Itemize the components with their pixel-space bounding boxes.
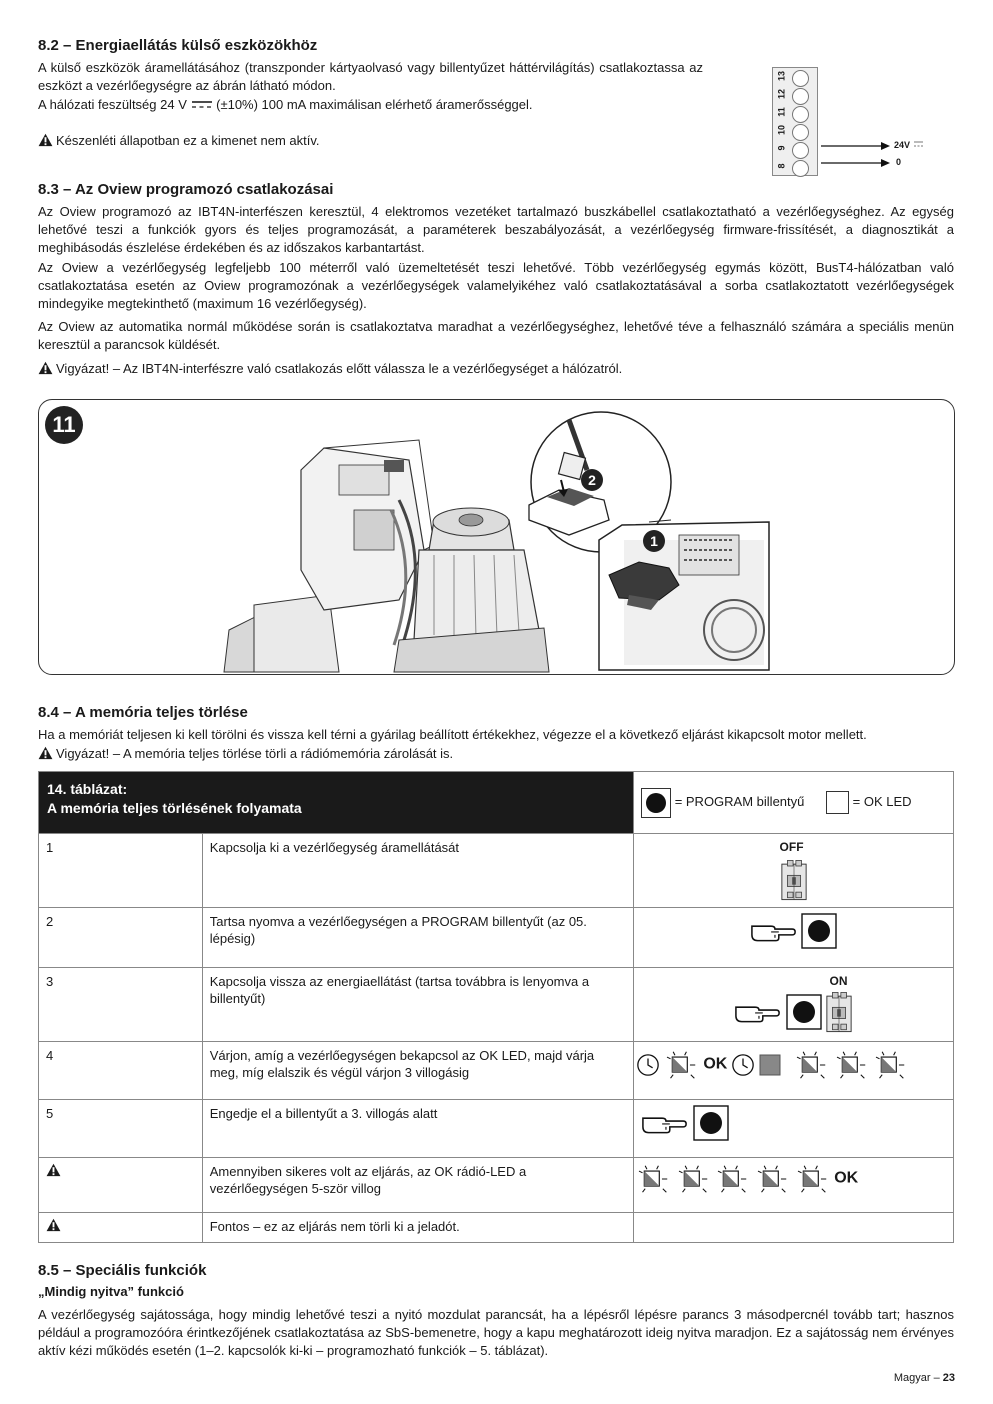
section-8-3-title: 8.3 – Az Oview programozó csatlakozásai — [38, 181, 334, 198]
warning-icon — [38, 746, 53, 760]
section-8-5-title: 8.5 – Speciális funkciók — [38, 1262, 207, 1279]
table-row — [39, 1042, 954, 1100]
table-title — [39, 772, 634, 834]
step-number: 2 — [39, 908, 203, 968]
breaker-on-icon — [825, 990, 853, 1034]
s82-warning-text: Készenléti állapotban ez a kimenet nem aktív. — [56, 133, 320, 148]
terminal-block — [772, 67, 818, 176]
step-text: Engedje el a billentyűt a 3. villogás alatt — [202, 1100, 633, 1158]
warning-icon — [38, 133, 53, 147]
step-number: 5 — [39, 1100, 203, 1158]
terminal-hole — [792, 142, 809, 159]
program-button-icon — [786, 994, 822, 1030]
s83-paragraph-3: Az Oview az automatika normál működése során is csatlakoztatva maradhat a vezérlőegységhez, lehetővé téve a felhasználó számára a speciális menün keresztül a parancsok küldését. — [38, 319, 954, 352]
warning-icon — [38, 361, 53, 375]
led-off-icon — [759, 1054, 781, 1076]
led-flash-icon — [795, 1164, 831, 1194]
terminal-hole — [792, 124, 809, 141]
s83-warning — [38, 360, 954, 378]
terminal-number: 8 — [776, 163, 787, 169]
program-button-icon — [641, 788, 671, 818]
terminal-number: 10 — [776, 125, 787, 136]
s85-subtitle: „Mindig nyitva” funkció — [38, 1284, 184, 1299]
s84-warning-text: Vigyázat! – A memória teljes törlése törli a rádiómemória zárolását is. — [56, 746, 454, 761]
callout-1: 1 — [650, 533, 658, 549]
clock-icon — [636, 1053, 660, 1077]
step-text: Kapcsolja ki a vezérlőegység áramellátását — [202, 834, 633, 908]
legend-program-label: = PROGRAM billentyű — [674, 793, 805, 809]
table-row — [39, 1100, 954, 1158]
step-icon-cell — [634, 1213, 954, 1243]
step-number: 3 — [39, 968, 203, 1042]
section-8-4-title: 8.4 – A memória teljes törlése — [38, 704, 248, 721]
figure-number-badge: 11 — [45, 406, 83, 444]
program-button-icon — [693, 1105, 729, 1141]
figure-11 — [38, 399, 955, 675]
table-row — [39, 908, 954, 968]
page-footer — [894, 1372, 955, 1384]
led-flash-icon — [664, 1050, 700, 1080]
hand-press-icon — [734, 997, 782, 1027]
table-title-line-1: 14. táblázat: — [47, 781, 128, 797]
s84-warning — [38, 745, 954, 763]
terminal-number: 9 — [776, 145, 787, 151]
ok-label: OK — [703, 1055, 728, 1073]
step-text: Várjon, amíg a vezérlőegységen bekapcsol az OK LED, majd várja meg, míg elalszik és végül várjon 3 villogásig — [202, 1042, 633, 1100]
s83-paragraph-1: Az Oview programozó az IBT4N-interfészen keresztül, 4 elektromos vezetéket tartalmazó buszkábellel csatlakoztatható a vezérlőegységhez. Az egység lehetővé teszi a funkciók gyors és teljes programozását, a paraméterek beszabályozását, a vezérlőegység firmware-frissítését, a diagnosztikát a meghibásodás észlelése érdekében és az időszakos karbantartást. — [38, 204, 954, 255]
led-flash-icon — [715, 1164, 751, 1194]
section-8-2-title: 8.2 – Energiaellátás külső eszközökhöz — [38, 37, 318, 54]
step-icon-cell — [634, 1158, 954, 1213]
s82-paragraph-1: A külső eszközök áramellátásához (transzponder kártyaolvasó vagy billentyűzet háttérvilágítás) csatlakoztassa az eszközt a vezérlőegységre az ábrán látható módon. — [38, 60, 703, 93]
table-legend — [634, 772, 954, 834]
table-row — [39, 968, 954, 1042]
terminal-hole — [792, 70, 809, 87]
table-14 — [38, 771, 954, 1243]
terminal-number: 11 — [776, 107, 787, 117]
s83-paragraph-2: Az Oview a vezérlőegység legfeljebb 100 méterről való üzemeltetését teszi lehetővé. Több vezérlőegység egymás között, BusT4-hálózatban való csatlakoztatása esetén az Oview programozónak a vezérlőegységek valamelyikéhez való csatlakoztatásával a sorba csatlakoztatott vezérlőegységek mindegyike megtekinthető (maximum 16 vezérlőegység). — [38, 260, 954, 311]
label-0: 0 — [896, 157, 902, 167]
step-warning-cell — [39, 1158, 203, 1213]
table-header-row — [39, 772, 954, 834]
terminal-hole — [792, 106, 809, 123]
breaker-off-icon — [780, 858, 808, 902]
clock-icon — [731, 1053, 755, 1077]
step-warning-cell — [39, 1213, 203, 1243]
led-flash-icon — [794, 1050, 830, 1080]
ok-label: OK — [834, 1169, 859, 1187]
step-icon-cell — [634, 834, 954, 908]
table-title-line-2: A memória teljes törlésének folyamata — [47, 800, 302, 816]
terminal-number: 13 — [776, 71, 787, 82]
step-text: Kapcsolja vissza az energiaellátást (tartsa továbbra is lenyomva a billentyűt) — [202, 968, 633, 1042]
dc-small-icon — [914, 140, 924, 148]
table-row — [39, 1158, 954, 1213]
ok-led-icon — [826, 791, 849, 814]
s84-paragraph-1: Ha a memóriát teljesen ki kell törölni és vissza kell térni a gyárilag beállított értékekhez, végezze el a következő eljárást kikapcsolt motor mellett. — [38, 727, 867, 742]
hand-press-icon — [750, 916, 798, 946]
led-flash-icon — [755, 1164, 791, 1194]
callout-2: 2 — [588, 472, 596, 488]
s82-warning — [38, 132, 703, 150]
led-flash-icon — [873, 1050, 909, 1080]
s82-current-text: (±10%) 100 mA maximálisan elérhető áramerősséggel. — [216, 97, 533, 112]
legend-led-label: = OK LED — [852, 793, 912, 809]
on-label: ON — [829, 974, 848, 988]
step-icon-cell — [634, 908, 954, 968]
warning-icon — [46, 1163, 61, 1177]
program-button-icon — [801, 913, 837, 949]
led-flash-icon — [834, 1050, 870, 1080]
gate-motor-illustration — [39, 400, 954, 674]
hand-release-icon — [641, 1108, 689, 1138]
terminal-number: 12 — [776, 89, 787, 100]
terminal-hole — [792, 160, 809, 177]
led-flash-icon — [636, 1164, 672, 1194]
s82-voltage-text: A hálózati feszültség 24 V — [38, 97, 187, 112]
step-text: Amennyiben sikeres volt az eljárás, az OK rádió-LED a vezérlőegységen 5-ször villog — [202, 1158, 633, 1213]
dc-symbol-icon — [191, 99, 213, 109]
step-icon-cell — [634, 1100, 954, 1158]
warning-icon — [46, 1218, 61, 1232]
table-row — [39, 834, 954, 908]
step-icon-cell — [634, 968, 954, 1042]
led-flash-icon — [676, 1164, 712, 1194]
legend — [641, 794, 911, 809]
off-label: OFF — [779, 840, 804, 854]
step-icon-cell — [634, 1042, 954, 1100]
s83-warning-text: Vigyázat! – Az IBT4N-interfészre való csatlakozás előtt válassza le a vezérlőegységet a hálózatról. — [56, 361, 623, 376]
terminal-hole — [792, 88, 809, 105]
label-24v: 24V — [894, 140, 911, 150]
step-number: 4 — [39, 1042, 203, 1100]
step-text: Fontos – ez az eljárás nem törli ki a jeladót. — [202, 1213, 633, 1243]
step-text: Tartsa nyomva a vezérlőegységen a PROGRAM billentyűt (az 05. lépésig) — [202, 908, 633, 968]
step-number: 1 — [39, 834, 203, 908]
footer-language: Magyar – — [893, 1372, 940, 1384]
table-row — [39, 1213, 954, 1243]
page-number: 23 — [942, 1372, 955, 1384]
s85-paragraph-1: A vezérlőegység sajátossága, hogy mindig lehetővé teszi a nyitó mozdulat parancsát, ha a lépésről lépésre parancs 3 másodpercnél tovább tart; hasznos például a programozóóra érintkezőjének csatlakoztatása az SbS-bemenetre, hogy a kapu meghatározott ideig nyitva maradjon. Ez a sajátosság nem érvényes aktív kézi működés esetén (1–2. kapcsolók ki-ki – programozható funkciók – 5. táblázat). — [38, 1307, 954, 1358]
s82-paragraph-2 — [38, 96, 703, 114]
